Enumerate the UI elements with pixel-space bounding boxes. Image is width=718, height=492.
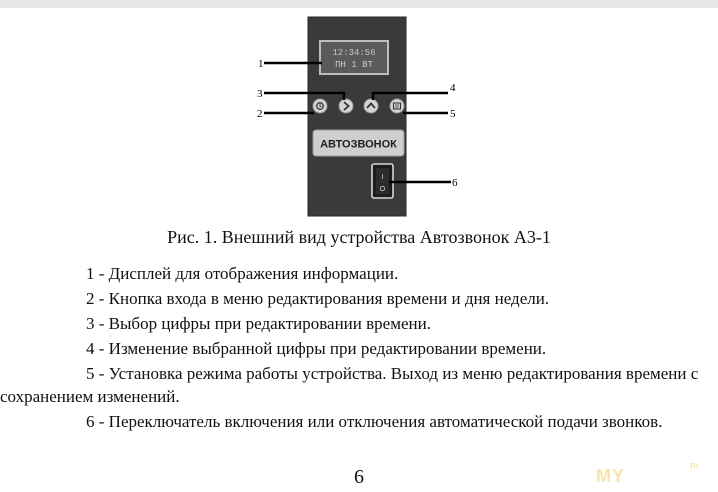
brand-label: АВТОЗВОНОК xyxy=(320,138,397,151)
legend-item-4: 4 - Изменение выбранной цифры при редактировании времени. xyxy=(86,339,547,358)
callout-number-5: 5 xyxy=(450,108,456,120)
watermark xyxy=(596,462,716,490)
legend-list xyxy=(0,262,714,435)
legend-item-2: 2 - Кнопка входа в меню редактирования времени и дня недели. xyxy=(86,289,550,308)
callout-number-3: 3 xyxy=(257,88,263,100)
callout-number-1: 1 xyxy=(258,58,264,70)
display-line-1: 12:34:56 xyxy=(332,48,376,58)
watermark-sub: .ru xyxy=(688,460,699,470)
callout-number-4: 4 xyxy=(450,82,456,94)
page-number: 6 xyxy=(354,466,364,488)
legend-item-6: 6 - Переключатель включения или отключения автоматической подачи звонков. xyxy=(86,412,663,431)
digit-change-button xyxy=(364,99,378,113)
switch-on-mark: I xyxy=(381,174,384,181)
figure-caption: Рис. 1. Внешний вид устройства Автозвонок А3-1 xyxy=(167,227,551,247)
callout-number-2: 2 xyxy=(257,108,263,120)
device-illustration xyxy=(250,14,470,219)
callout-number-6: 6 xyxy=(452,177,458,189)
digit-select-button xyxy=(339,99,353,113)
switch-off-mark: O xyxy=(379,186,386,193)
device-figure xyxy=(250,14,470,219)
legend-item-3: 3 - Выбор цифры при редактировании времени. xyxy=(86,314,431,333)
watermark-text: MY xyxy=(596,466,625,486)
page-top-strip xyxy=(0,0,718,8)
menu-time-button xyxy=(313,99,327,113)
legend-item-5: 5 - Установка режима работы устройства. Выход из меню редактирования времени с сохранением изменений. xyxy=(0,364,699,406)
mode-button xyxy=(390,99,404,113)
display-line-2: ПН 1 ВТ xyxy=(335,60,373,70)
legend-item-1: 1 - Дисплей для отображения информации. xyxy=(86,264,399,283)
